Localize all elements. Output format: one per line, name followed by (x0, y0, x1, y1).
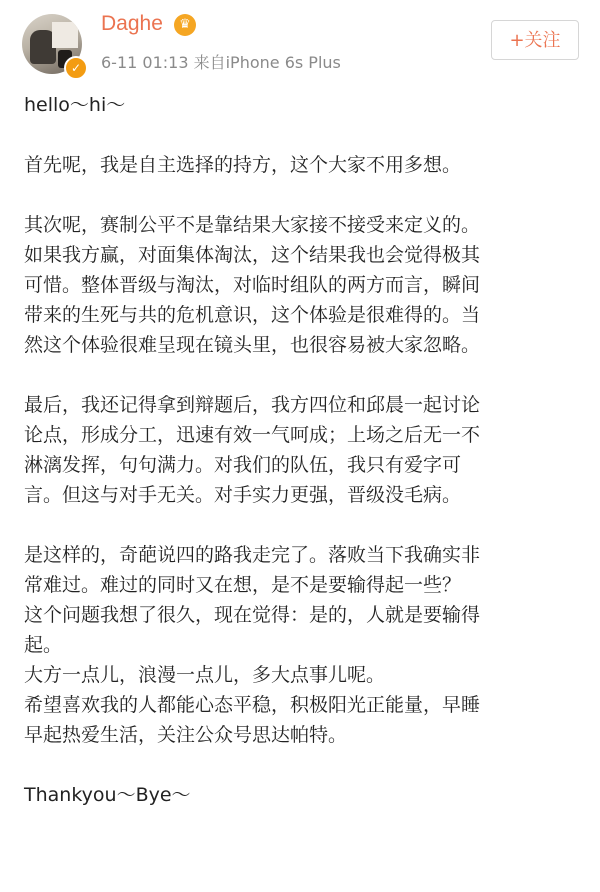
avatar-window (52, 22, 78, 48)
paragraph (24, 90, 584, 120)
post-meta (101, 50, 341, 73)
crown-icon: ♛ (174, 14, 196, 36)
paragraph-gap (24, 120, 584, 150)
paragraph (24, 390, 584, 510)
follow-button[interactable]: +关注 (491, 20, 579, 60)
paragraph (24, 150, 584, 180)
source-label: 来自iPhone 6s Plus (193, 53, 341, 72)
paragraph-gap (24, 510, 584, 540)
paragraph-gap (24, 750, 584, 780)
paragraph (24, 540, 584, 750)
text-line: Thankyou～Bye～ (24, 784, 191, 806)
text-line: 是这样的，奇葩说四的路我走完了。落败当下我确实非 (24, 544, 481, 566)
text-line: 带来的生死与共的危机意识，这个体验是很难得的。当 (24, 304, 481, 326)
paragraph (24, 780, 584, 810)
username[interactable]: Daghe (101, 12, 163, 35)
text-line: 首先呢，我是自主选择的持方，这个大家不用多想。 (24, 154, 462, 176)
text-line: 这个问题我想了很久，现在觉得：是的，人就是要输得 (24, 604, 481, 626)
paragraph (24, 210, 584, 360)
post-body (24, 90, 584, 810)
paragraph-gap (24, 360, 584, 390)
timestamp: 6-11 01:13 (101, 53, 189, 72)
text-line: 言。但这与对手无关。对手实力更强，晋级没毛病。 (24, 484, 462, 506)
verified-badge-icon: ✓ (64, 56, 88, 80)
text-line: 其次呢，赛制公平不是靠结果大家接不接受来定义的。 (24, 214, 481, 236)
text-line: 论点，形成分工，迅速有效一气呵成；上场之后无一不 (24, 424, 481, 446)
paragraph-gap (24, 180, 584, 210)
post-header (0, 0, 600, 88)
text-line: 可惜。整体晋级与淘汰，对临时组队的两方而言，瞬间 (24, 274, 481, 296)
text-line: 大方一点儿，浪漫一点儿，多大点事儿呢。 (24, 664, 386, 686)
text-line: 希望喜欢我的人都能心态平稳，积极阳光正能量，早睡 (24, 694, 481, 716)
text-line: 起。 (24, 634, 63, 656)
text-line: hello～hi～ (24, 94, 126, 116)
text-line: 早起热爱生活，关注公众号思达帕特。 (24, 724, 348, 746)
text-line: 最后，我还记得拿到辩题后，我方四位和邱晨一起讨论 (24, 394, 481, 416)
text-line: 如果我方赢，对面集体淘汰，这个结果我也会觉得极其 (24, 244, 481, 266)
text-line: 常难过。难过的同时又在想，是不是要输得起一些？ (24, 574, 462, 596)
text-line: 淋漓发挥，句句满力。对我们的队伍，我只有爱字可 (24, 454, 462, 476)
text-line: 然这个体验很难呈现在镜头里，也很容易被大家忽略。 (24, 334, 481, 356)
